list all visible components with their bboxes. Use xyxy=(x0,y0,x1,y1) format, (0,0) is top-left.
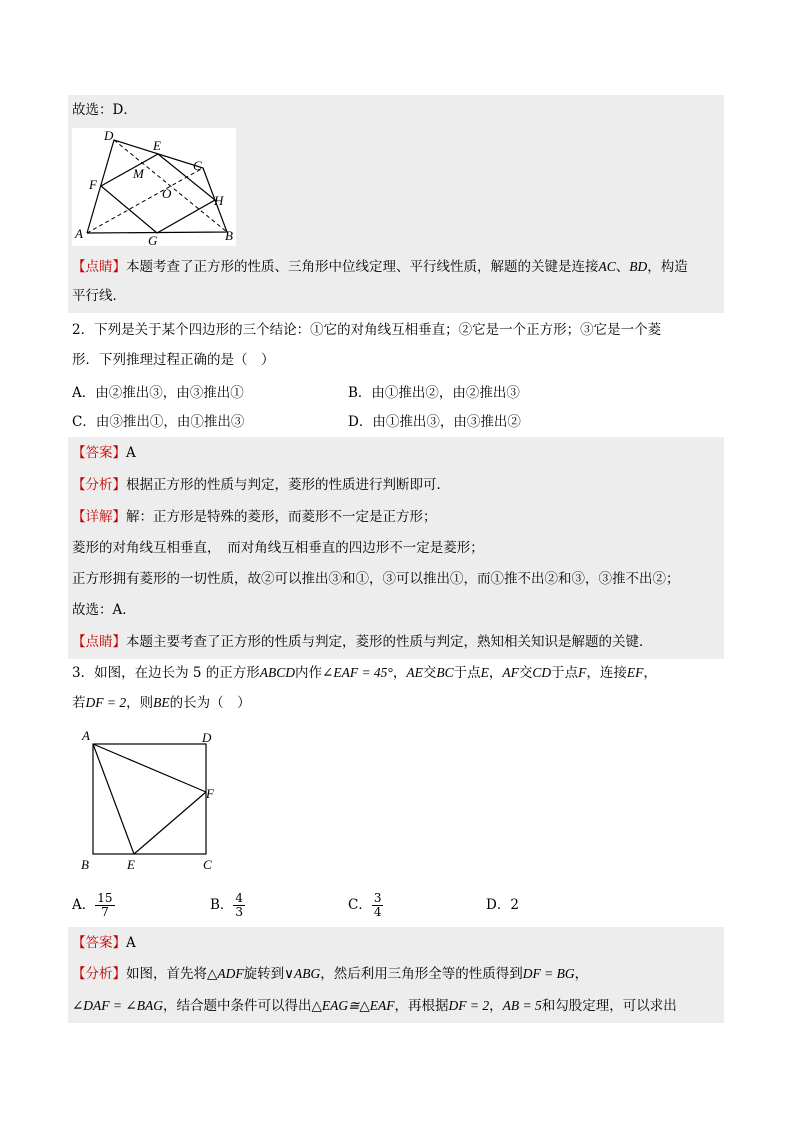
q3-stem-line-2: 若DF = 2，则BE的长为（ ） xyxy=(72,695,251,711)
q2-remark: 【点睛】本题主要考查了正方形的性质与判定，菱形的性质与判定，熟知相关知识是解题的关键． xyxy=(72,634,653,650)
label-G: G xyxy=(148,233,158,246)
q3-option-b: B． $\frac{4}{3}$ xyxy=(210,891,244,919)
label-E: E xyxy=(127,857,135,872)
label-M: M xyxy=(133,166,144,181)
q2-option-b: B．由①推出②，由②推出③ xyxy=(348,385,520,401)
q3-analysis-1: 【分析】如图，首先将△ADF旋转到∨ABG，然后利用三角形全等的性质得到DF = BG， xyxy=(72,966,589,982)
label-E: E xyxy=(153,138,161,153)
figure-quadrilateral xyxy=(72,128,236,246)
label-D: D xyxy=(104,128,114,143)
q3-stem-line-1: 3．如图，在边长为 5 的正方形ABCD内作∠EAF = 45°，AE交BC于点E，AF交CD于点F，连接EF， xyxy=(72,665,657,681)
q2-analysis: 【分析】根据正方形的性质与判定，菱形的性质进行判断即可． xyxy=(72,477,450,493)
q2-stem-line-1: 2．下列是关于某个四边形的三个结论：①它的对角线互相垂直；②它是一个正方形；③它是一个菱 xyxy=(72,322,662,338)
q2-option-d: D．由①推出③，由③推出② xyxy=(348,414,521,430)
q2-choice: 故选：A． xyxy=(72,602,136,618)
label-B: B xyxy=(225,228,233,243)
remark-line-1: 【点睛】本题考查了正方形的性质、三角形中位线定理、平行线性质，解题的关键是连接AC、BD，构造 xyxy=(72,259,688,275)
label-O: O xyxy=(162,186,172,201)
q2-detail-3: 正方形拥有菱形的一切性质，故②可以推出③和①，③可以推出①，而①推不出②和③，③推不出②； xyxy=(72,571,680,587)
label-H: H xyxy=(214,193,224,208)
label-F: F xyxy=(206,786,214,801)
label-C: C xyxy=(203,857,212,872)
label-F: F xyxy=(89,177,97,192)
q2-detail-2: 菱形的对角线互相垂直， 而对角线互相垂直的四边形不一定是菱形； xyxy=(72,540,484,556)
choice-line-1: 故选：D． xyxy=(72,102,137,118)
q2-option-c: C．由③推出①，由①推出③ xyxy=(72,414,245,430)
q2-detail-1: 【详解】解：正方形是特殊的菱形，而菱形不一定是正方形； xyxy=(72,509,437,525)
remark-tag: 【点睛】 xyxy=(72,259,126,275)
q3-analysis-2: ∠DAF = ∠BAG，结合题中条件可以得出△EAG≅△EAF，再根据DF = 2，AB = 5和勾股定理，可以求出 xyxy=(72,998,677,1014)
q3-option-c: C． $\frac{3}{4}$ xyxy=(348,891,382,919)
q3-option-d: D．2 xyxy=(486,897,519,913)
label-D: D xyxy=(202,730,212,745)
figure-square xyxy=(76,726,226,876)
remark-line-2: 平行线． xyxy=(72,288,126,304)
q3-option-a: A． $\frac{15}{7}$ xyxy=(72,891,113,919)
label-A: A xyxy=(82,728,90,743)
label-A: A xyxy=(75,226,83,241)
label-C: C xyxy=(193,158,202,173)
q2-answer: 【答案】A xyxy=(72,445,136,461)
label-B: B xyxy=(81,857,89,872)
q2-stem-line-2: 形．下列推理过程正确的是（ ） xyxy=(72,352,275,368)
q3-answer: 【答案】A xyxy=(72,935,136,951)
q2-option-a: A．由②推出③，由③推出① xyxy=(72,385,244,401)
